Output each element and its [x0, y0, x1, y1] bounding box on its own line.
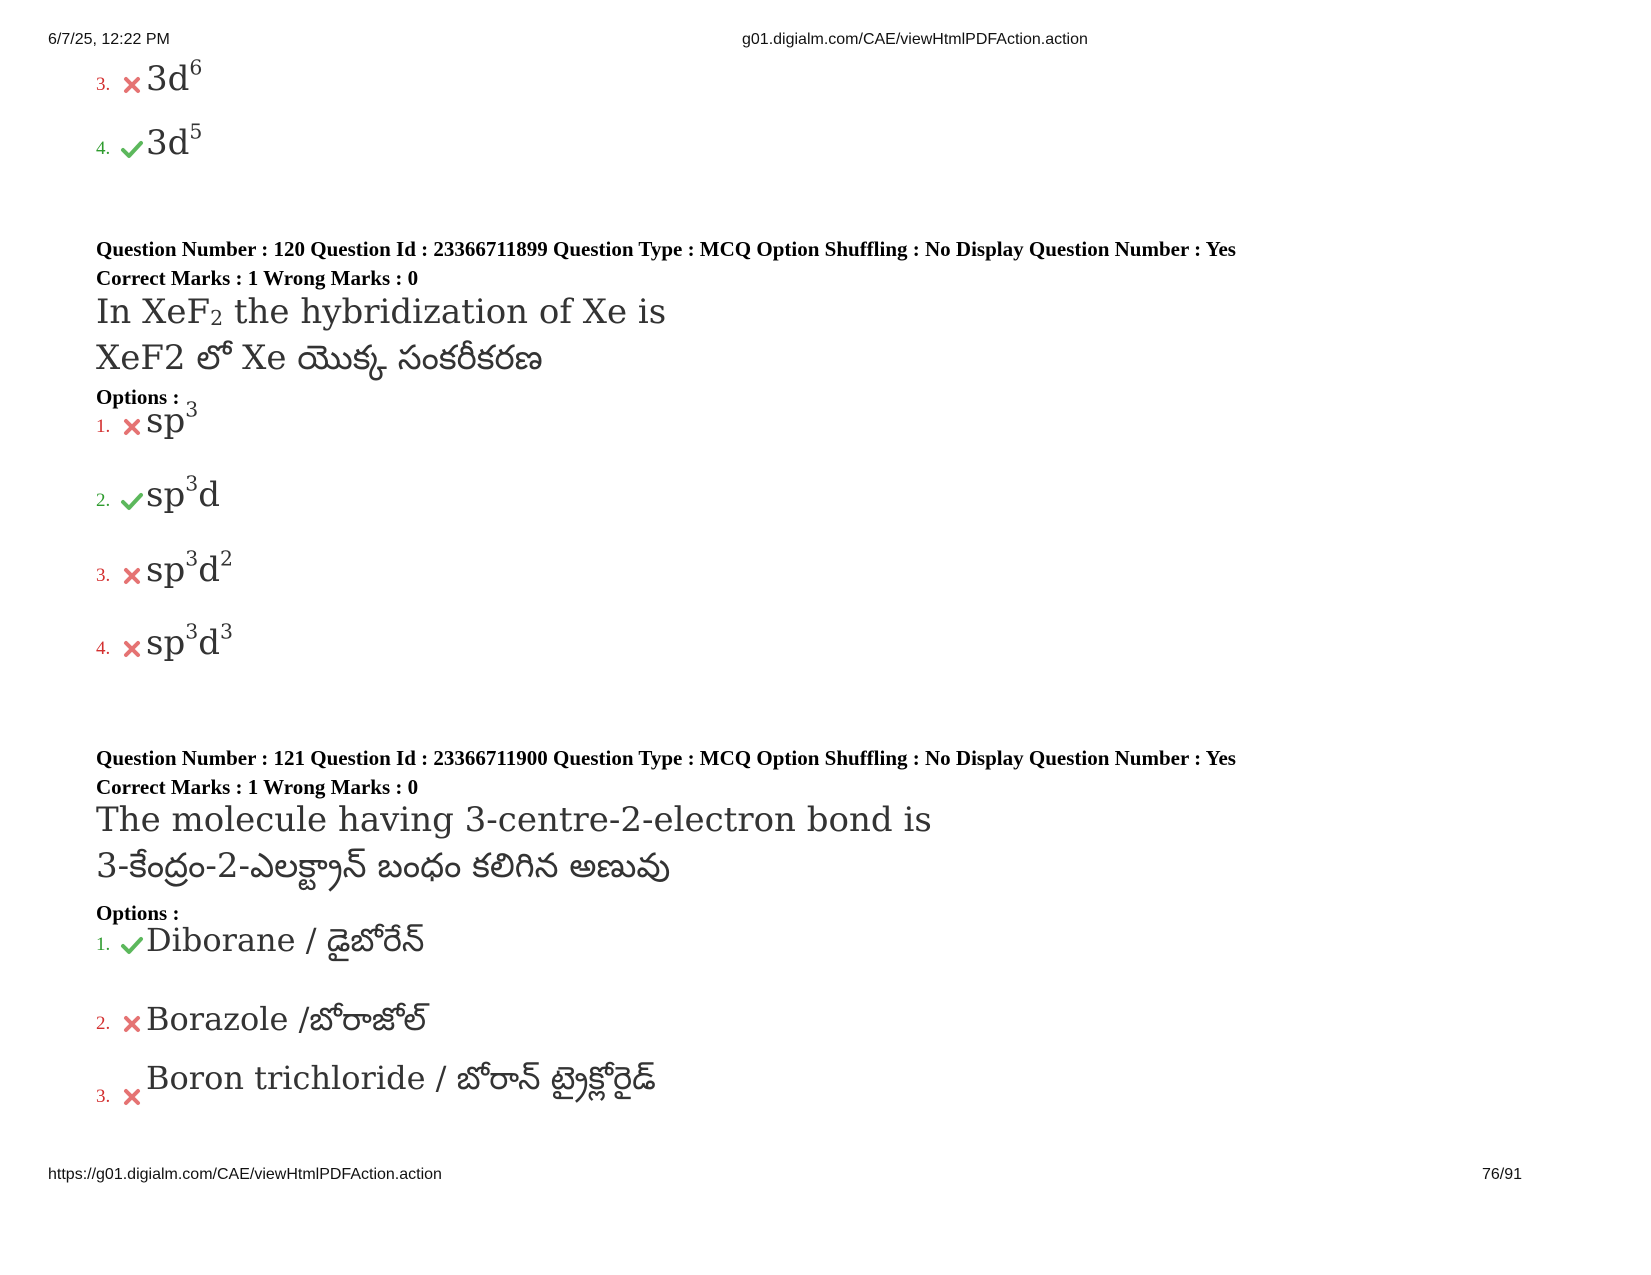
q120-option-3 [96, 546, 233, 590]
option-text: Boron trichloride / బోరాన్ ట్రైక్లోరైడ్ [146, 1059, 656, 1097]
option-number: 4. [96, 638, 111, 659]
q121-option-3 [96, 1059, 656, 1108]
question-text-telugu: 3-కేంద్రం-2-ఎలక్ట్రాన్ బంధం కలిగిన అణువు [96, 845, 671, 886]
cross-icon [120, 1086, 144, 1108]
marks-line: Correct Marks : 1 Wrong Marks : 0 [96, 775, 419, 800]
cross-icon [120, 74, 144, 96]
page-number: 76/91 [1482, 1166, 1523, 1183]
question-120-text [96, 290, 666, 382]
option-number: 3. [96, 74, 111, 95]
check-icon [120, 490, 144, 512]
print-footer-url: https://g01.digialm.com/CAE/viewHtmlPDFAction.action [48, 1166, 442, 1183]
q121-option-1 [96, 921, 425, 959]
check-icon [120, 934, 144, 956]
option-text: $sp^3d$ [146, 471, 220, 515]
question-meta-line: Question Number : 121 Question Id : 23366711900 Question Type : MCQ Option Shuffling : No Display Question Number : Yes [96, 746, 1236, 770]
option-text: Borazole /బోరాజోల్ [146, 1000, 427, 1038]
option-number: 4. [96, 138, 111, 159]
q120-option-4 [96, 619, 233, 663]
option-text: $sp^3$ [146, 397, 199, 441]
option-number: 1. [96, 934, 111, 955]
option-number: 2. [96, 490, 111, 511]
option-number: 2. [96, 1013, 111, 1034]
question-meta-line: Question Number : 120 Question Id : 23366711899 Question Type : MCQ Option Shuffling : No Display Question Number : Yes [96, 237, 1236, 261]
question-text-telugu: XeF2 లో Xe యొక్క సంకరీకరణ [96, 337, 543, 378]
options-label: Options : [96, 385, 180, 409]
question-120-meta [96, 235, 1236, 294]
print-datetime: 6/7/25, 12:22 PM [48, 31, 170, 48]
option-text: $sp^3d^2$ [146, 546, 233, 590]
question-text-english: The molecule having 3-centre-2-electron bond is [96, 800, 932, 840]
q121-option-2 [96, 1000, 427, 1038]
cross-icon [120, 1013, 144, 1035]
print-header-url: g01.digialm.com/CAE/viewHtmlPDFAction.action [742, 31, 1088, 48]
option-text: $3d^6$ [146, 55, 203, 99]
option-text: $3d^5$ [146, 119, 203, 163]
option-number: 1. [96, 416, 111, 437]
check-icon [120, 138, 144, 160]
question-121-text [96, 798, 932, 890]
prev-option-3 [96, 55, 203, 99]
cross-icon [120, 638, 144, 660]
option-text: Diborane / డైబోరేన్ [146, 921, 425, 959]
option-number: 3. [96, 1086, 111, 1107]
option-number: 3. [96, 565, 111, 586]
question-121-meta [96, 744, 1236, 803]
question-text-english: In XeF$_2$ the hybridization of Xe is [96, 292, 667, 332]
marks-line: Correct Marks : 1 Wrong Marks : 0 [96, 266, 419, 291]
prev-option-4 [96, 119, 203, 163]
cross-icon [120, 416, 144, 438]
cross-icon [120, 565, 144, 587]
option-text: $sp^3d^3$ [146, 619, 233, 663]
q120-option-2 [96, 471, 220, 515]
options-label: Options : [96, 901, 180, 925]
